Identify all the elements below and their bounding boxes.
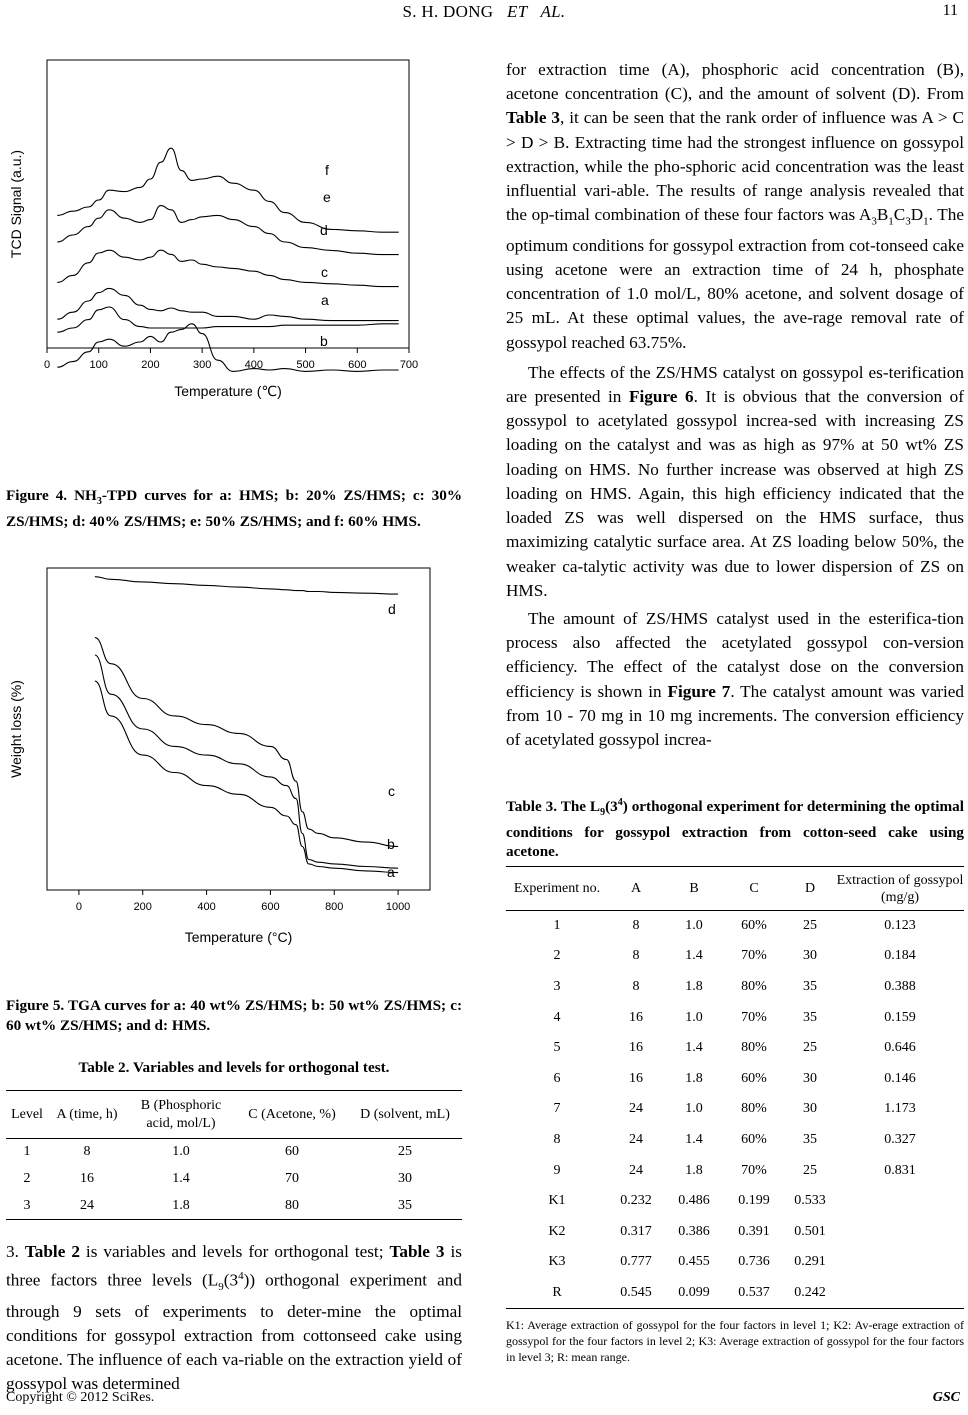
x-tick-label: 1000 <box>385 901 411 913</box>
table-2-header-cell: B (Phosphoric acid, mol/L) <box>140 1097 222 1131</box>
table-3-row <box>506 941 964 972</box>
table-3-cell: 0.159 <box>884 1009 916 1025</box>
table-3-cell: 30 <box>803 1070 817 1086</box>
figure-5-caption-label: Figure 5. <box>6 997 65 1014</box>
y-axis-label: TCD Signal (a.u.) <box>8 149 24 259</box>
footer-copyright: Copyright © 2012 SciRes. <box>6 1390 155 1405</box>
table-3-cell <box>836 1278 964 1309</box>
x-tick-label: 400 <box>244 359 264 371</box>
table-2-cell: 1.0 <box>172 1144 190 1160</box>
table-3-cell: 0.777 <box>620 1254 652 1270</box>
series-label-d: d <box>388 601 396 617</box>
table-2-cell: 24 <box>80 1197 94 1213</box>
figure-4-chart <box>0 40 480 480</box>
table-2-cell: 1 <box>23 1144 31 1160</box>
table-3-row <box>506 911 964 942</box>
table-3-cell: 60% <box>741 1131 767 1147</box>
right-column-text <box>506 58 964 752</box>
x-tick-label: 800 <box>325 901 344 913</box>
table-3-cell: 0.455 <box>678 1254 710 1270</box>
table-3-row <box>506 972 964 1003</box>
table-3-cell: 0.386 <box>678 1223 710 1239</box>
table-2-header-cell: C (Acetone, %) <box>248 1106 336 1122</box>
table-3-cell: 0.123 <box>884 918 916 934</box>
table-3-header-cell: D <box>804 880 816 896</box>
series-line-d <box>95 577 398 594</box>
page-number: 11 <box>942 2 958 19</box>
table-3-cell: 0.327 <box>884 1131 916 1147</box>
table-2-cell: 60 <box>285 1144 299 1160</box>
table-2-cell: 16 <box>80 1171 94 1186</box>
table-3-cell: 60% <box>741 1070 767 1086</box>
table-3-cell: 0.391 <box>738 1223 770 1239</box>
table-2-cell: 25 <box>398 1144 412 1160</box>
table-3-cell: 1.4 <box>685 1131 703 1147</box>
table-3-cell: 16 <box>629 1040 643 1056</box>
table-2-header-cell: Level <box>11 1106 43 1122</box>
table-3-cell: 0.533 <box>794 1193 826 1209</box>
figure-5-caption-text: TGA curves for a: 40 wt% ZS/HMS; b: 50 wt% ZS/HMS; c: 60 wt% ZS/HMS; and d: HMS. <box>6 997 463 1034</box>
table-3-cell: 35 <box>803 1131 817 1147</box>
table-3-grid <box>506 866 964 1309</box>
table-3-cell: 0.099 <box>678 1284 710 1300</box>
table-3-cell <box>836 1247 964 1278</box>
table-2-row <box>6 1193 462 1220</box>
table-3-cell: 0.388 <box>884 978 916 994</box>
table-2-cell: 2 <box>23 1171 31 1186</box>
table-2-cell: 8 <box>83 1144 91 1160</box>
footer-journal: GSC <box>932 1390 960 1405</box>
series-line-c <box>57 288 398 320</box>
table-3-cell: 0.199 <box>738 1193 770 1209</box>
figure-4-caption-text: $NH_3$-TPD curves for a: HMS; b: 20% ZS/HMS; c: 30% ZS/HMS; d: 40% ZS/HMS; e: 50% ZS/HMS; and f: 60% HMS. <box>6 487 463 530</box>
figure-5 <box>0 556 480 986</box>
table-3-cell: 80% <box>741 1101 767 1117</box>
table-2-row <box>6 1166 462 1193</box>
table-3-cell: 1 <box>553 918 561 934</box>
table-3-header-cell: C <box>749 880 759 896</box>
figure-4 <box>0 40 480 480</box>
table-3-row <box>506 1033 964 1064</box>
table-3-cell: 24 <box>629 1131 643 1147</box>
table-3-cell: 4 <box>553 1009 561 1025</box>
table-3-header-cell: A <box>630 880 642 896</box>
x-tick-label: 200 <box>133 901 152 913</box>
table-2-cell: 35 <box>398 1197 412 1213</box>
page-header <box>0 2 968 26</box>
table-3-row <box>506 1094 964 1125</box>
table-3-cell: 0.146 <box>884 1070 916 1086</box>
series-label-c: c <box>388 783 395 799</box>
table-3-cell: 25 <box>803 1040 817 1056</box>
table-3-cell: 1.8 <box>685 1162 703 1178</box>
series-line-f <box>57 148 398 232</box>
table-3-cell: 0.486 <box>678 1193 710 1209</box>
table-3-cell: 80% <box>741 978 767 994</box>
table-3-header-cell: B <box>689 880 699 896</box>
table-3-cell: 2 <box>553 948 561 964</box>
paragraph-table-description: 3. Table 2 is variables and levels for orthogonal test; Table 3 is three factors three levels $(L_9(3^4))$ orthogonal experiment and through 9 sets of experiments to deter-mine the optimal conditions for gossypol extraction from cottonseed cake using acetone. The influence of each va-riable on the extraction yield of gossypol was determined <box>6 1242 462 1394</box>
table-3-cell: 16 <box>629 1070 643 1086</box>
table-3-cell: 0.501 <box>794 1223 826 1239</box>
table-3-cell: 60% <box>741 918 767 934</box>
table-3-cell: K1 <box>548 1193 566 1209</box>
table-3-cell: 25 <box>803 918 817 934</box>
table-3-cell: 0.545 <box>620 1284 652 1300</box>
table-2-grid <box>6 1090 462 1220</box>
series-label-b: b <box>320 333 328 349</box>
table-2-cell: 1.8 <box>172 1197 190 1213</box>
x-axis-label: Temperature (°C) <box>184 929 293 945</box>
x-tick-label: 300 <box>192 359 212 371</box>
table-3-header-row <box>506 867 964 911</box>
table-2-header-cell: D (solvent, mL) <box>360 1106 450 1122</box>
table-3-cell: 9 <box>553 1162 561 1178</box>
series-label-e: e <box>323 189 331 205</box>
table-3-cell: 30 <box>803 948 817 964</box>
running-title: S. H. DONG ET AL. <box>402 2 566 21</box>
table-3-cell: 8 <box>632 918 640 934</box>
figure-5-chart <box>0 556 480 986</box>
table-3-cell: 5 <box>553 1040 561 1056</box>
x-tick-label: 400 <box>197 901 216 913</box>
table-3-cell: 8 <box>553 1131 561 1147</box>
table-3-title: Table 3. The $L_9(3^4)$ orthogonal experiment for determining the optimal conditions for gossypol extraction from cotton-seed cake using acetone. <box>506 797 964 861</box>
table-3-cell: 70% <box>741 948 767 964</box>
series-line-b <box>95 655 398 868</box>
table-3-cell <box>836 1186 964 1217</box>
table-3-row <box>506 1063 964 1094</box>
table-3-cell: 1.4 <box>685 1040 703 1056</box>
paragraph-catalyst-effect: The effects of the ZS/HMS catalyst on gossypol es-terification are presented in Figure 6. It is obvious that the conversion of gossypol to acetylated gossypol increa-sed with increasing ZS loading on the catalyst and was as high as 97% at 50 wt% ZS loading on HMS. No further increase was observed at high ZS loading on HMS. Again, this high efficiency indicated that the loaded ZS was well dispersed on the HMS surface, thus maximizing catalytic surface area. At ZS loading below 50%, the weaker ca-talytic activity was due to lower dispersion of ZS on HMS. <box>506 362 964 600</box>
figure-5-caption <box>6 996 462 1035</box>
table-2 <box>6 1090 462 1220</box>
x-tick-label: 600 <box>261 901 280 913</box>
table-3-cell: 7 <box>553 1101 561 1117</box>
table-3-cell: 1.0 <box>685 1009 703 1025</box>
table-3-cell: 1.8 <box>685 978 703 994</box>
table-3-row <box>506 1155 964 1186</box>
table-3-row <box>506 1125 964 1156</box>
table-3-row <box>506 1216 964 1247</box>
table-3-cell: 0.537 <box>738 1284 770 1300</box>
x-tick-label: 700 <box>399 359 419 371</box>
table-2-cell: 70 <box>285 1171 299 1186</box>
table-2-cell: 30 <box>398 1171 412 1186</box>
table-3-cell: 24 <box>629 1101 643 1117</box>
table-3-row <box>506 1002 964 1033</box>
table-3-cell: 3 <box>553 978 561 994</box>
table-3-cell: 1.0 <box>685 1101 703 1117</box>
table-3 <box>506 866 964 1309</box>
table-3-cell: 1.0 <box>685 918 703 934</box>
table-3-cell: R <box>552 1284 562 1300</box>
table-3-cell: 25 <box>803 1162 817 1178</box>
table-3-cell: K2 <box>548 1223 566 1239</box>
table-3-cell: 35 <box>803 1009 817 1025</box>
series-label-d: d <box>320 222 328 238</box>
table-3-row <box>506 1247 964 1278</box>
table-3-cell: K3 <box>548 1254 566 1270</box>
x-axis-label: Temperature (℃) <box>174 383 282 399</box>
series-label-a: a <box>387 864 395 880</box>
table-3-cell: 0.242 <box>794 1284 826 1300</box>
table-3-cell: 0.646 <box>884 1040 916 1056</box>
table-3-cell: 0.184 <box>884 948 916 964</box>
figure-4-caption-label: Figure 4. <box>6 487 68 504</box>
table-3-cell: 1.8 <box>685 1070 703 1086</box>
table-3-cell: 70% <box>741 1009 767 1025</box>
table-3-row <box>506 1186 964 1217</box>
table-3-cell: 1.4 <box>685 948 703 964</box>
table-2-row <box>6 1139 462 1166</box>
plot-frame <box>47 60 409 348</box>
table-3-row <box>506 1278 964 1309</box>
table-3-cell: 0.831 <box>884 1162 916 1178</box>
table-2-title: Table 2. Variables and levels for orthogonal test. <box>78 1059 390 1076</box>
table-3-cell: 1.173 <box>884 1101 916 1117</box>
series-label-f: f <box>325 162 329 178</box>
y-axis-label: Weight loss (%) <box>8 680 24 778</box>
series-line-c <box>95 638 398 847</box>
series-line-a <box>95 681 398 873</box>
table-3-cell: 0.736 <box>738 1254 770 1270</box>
table-2-cell: 3 <box>23 1197 31 1213</box>
left-column-text <box>6 1240 462 1396</box>
table-3-cell: 16 <box>629 1009 643 1025</box>
table-3-cell: 24 <box>629 1162 643 1178</box>
table-3-cell: 6 <box>553 1070 561 1086</box>
series-line-d <box>57 250 398 286</box>
series-label-a: a <box>321 292 329 308</box>
table-3-cell: 80% <box>741 1040 767 1056</box>
x-tick-label: 0 <box>75 901 82 913</box>
paragraph-range-analysis: for extraction time (A), phosphoric acid concentration (B), acetone concentration (C), and the amount of solvent (D). From Table 3, it can be seen that the rank order of influence was A > C > D > B. Extracting time had the strongest influence on gossypol extraction, while the pho-sphoric acid concentration was the least influential vari-able. The results of range analysis revealed that the op-timal combination of these four factors was $A_3B_1C_3D_1$. The optimum conditions for gossypol extraction from cot-tonseed cake using acetone were an extraction time of 24 h, phosphate concentration of 1.0 mol/L, 80% acetone, and solvent dosage of 25 mL. At these optimal values, the ave-rage removal rate of gossypol reached 63.75%. <box>506 60 964 352</box>
table-3-cell: 30 <box>803 1101 817 1117</box>
table-2-header-row <box>6 1091 462 1139</box>
x-tick-label: 500 <box>296 359 315 371</box>
x-tick-label: 200 <box>141 359 160 371</box>
plot-frame <box>47 568 430 890</box>
paragraph-catalyst-dose: The amount of ZS/HMS catalyst used in the esterifica-tion process also affected the acetylated gossypol con-version efficiency. The effect of the catalyst dose on the conversion efficiency is shown in Figure 7. The catalyst amount was varied from 10 - 70 mg in 10 mg increments. The conversion efficiency of acetylated gossypol increa- <box>506 608 964 749</box>
x-tick-label: 100 <box>89 359 108 371</box>
table-3-cell: 0.232 <box>620 1193 652 1209</box>
table-2-cell: 1.4 <box>172 1171 190 1186</box>
table-3-header-cell: Extraction of gossypol (mg/g) <box>836 872 964 905</box>
table-3-cell: 35 <box>803 978 817 994</box>
series-line-a <box>57 307 398 332</box>
table-3-cell: 0.291 <box>794 1254 826 1270</box>
table-3-cell: 8 <box>632 978 640 994</box>
table-2-header-cell: A (time, h) <box>56 1106 118 1122</box>
table-3-cell <box>836 1216 964 1247</box>
table-3-cell: 70% <box>741 1162 767 1178</box>
series-label-b: b <box>387 836 395 852</box>
table-2-cell: 80 <box>285 1197 299 1213</box>
table-3-header-cell: Experiment no. <box>513 880 601 896</box>
x-tick-label: 0 <box>43 359 51 371</box>
x-tick-label: 600 <box>348 359 367 371</box>
figure-4-caption <box>6 486 462 531</box>
table-3-footnote: K1: Average extraction of gossypol for the four factors in level 1; K2: Av-erage extraction of gossypol for the four factors in level 2; K3: Average extraction of gossypol for the four factors in level 3; R: mean range. <box>506 1318 964 1364</box>
table-3-cell: 0.317 <box>620 1223 652 1239</box>
series-label-c: c <box>321 264 328 280</box>
table-3-cell: 8 <box>632 948 640 964</box>
